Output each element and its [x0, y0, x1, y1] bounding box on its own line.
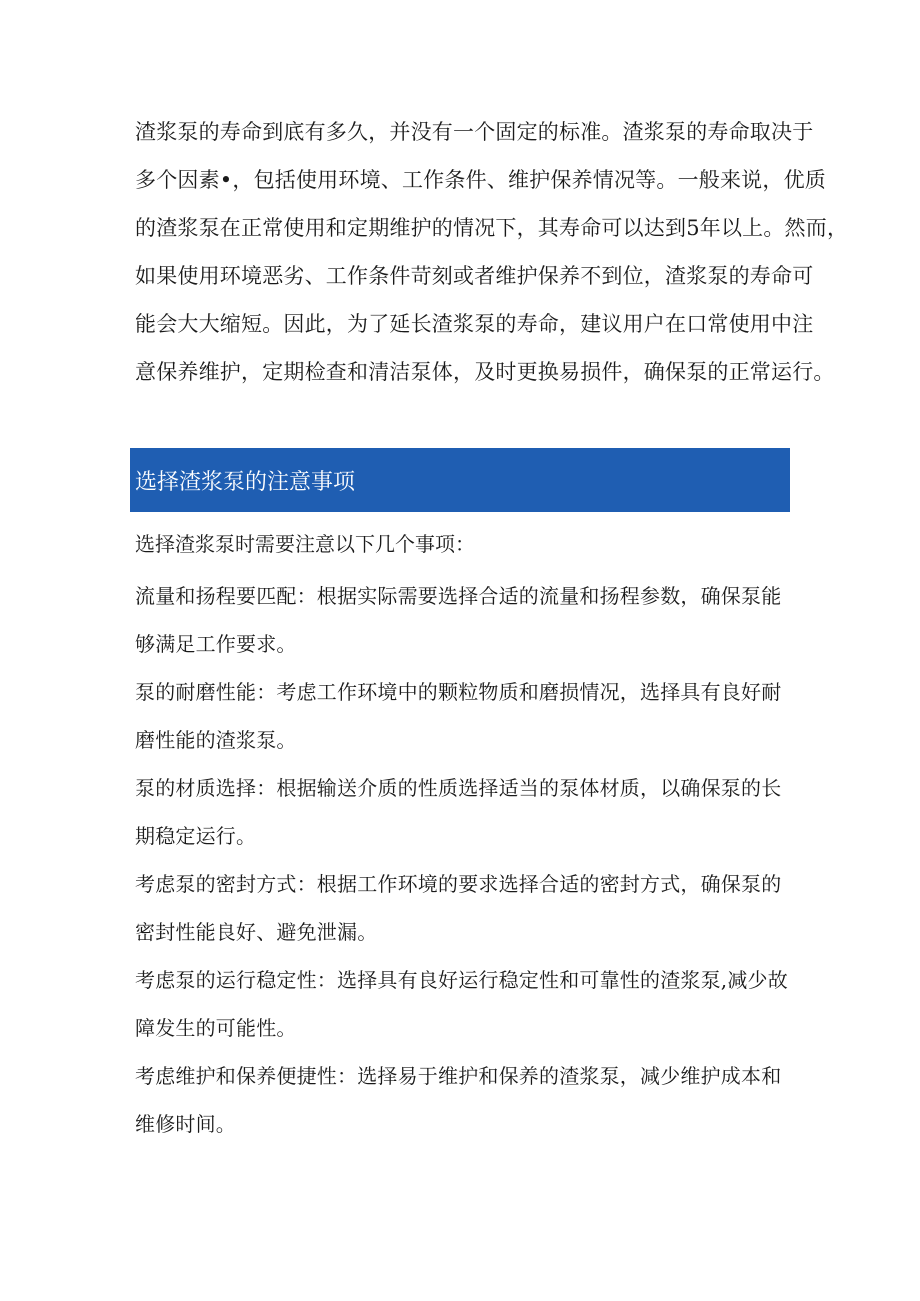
list-item-line: 磨性能的渣浆泵。 [135, 728, 297, 752]
section-title: 选择渣浆泵的注意事项 [135, 469, 356, 495]
list-item-line: 泵的耐磨性能：考虑工作环境中的颗粒物质和磨损情况，选择具有良好耐 [135, 680, 782, 704]
considerations-list [135, 525, 795, 1153]
list-item-line: 考虑泵的密封方式：根据工作环境的要求选择合适的密封方式，确保泵的 [135, 872, 782, 896]
section-heading-bar [130, 448, 790, 512]
list-item-material [135, 769, 795, 865]
list-item-line: 障发生的可能性。 [135, 1016, 297, 1040]
intro-line: 渣浆泵的寿命到底有多久，并没有一个固定的标准。渣浆泵的寿命取决于 [135, 120, 814, 144]
list-item-line: 够满足工作要求。 [135, 632, 297, 656]
intro-line: 意保养维护，定期检查和清洁泵体，及时更换易损件，确保泵的正常运行。 [135, 360, 835, 384]
intro-paragraph [135, 113, 849, 401]
intro-line: 的渣浆泵在正常使用和定期维护的情况下，其寿命可以达到5年以上。然而， [135, 216, 849, 240]
list-item-line: 流量和扬程要匹配：根据实际需要选择合适的流量和扬程参数，确保泵能 [135, 584, 782, 608]
intro-line: 能会大大缩短。因此，为了延长渣浆泵的寿命，建议用户在口常使用中注 [135, 312, 814, 336]
list-item-line: 泵的材质选择：根据输送介质的性质选择适当的泵体材质，以确保泵的长 [135, 776, 782, 800]
list-item-line: 考虑泵的运行稳定性：选择具有良好运行稳定性和可靠性的渣浆泵,减少故 [135, 968, 788, 992]
list-item-line: 维修时间。 [135, 1112, 236, 1136]
list-item-maintenance [135, 1057, 795, 1153]
list-item-line: 考虑维护和保养便捷性：选择易于维护和保养的渣浆泵，减少维护成本和 [135, 1064, 782, 1088]
intro-line: 多个因素•，包括使用环境、工作条件、维护保养情况等。一般来说，优质 [135, 168, 826, 192]
intro-line: 如果使用环境恶劣、工作条件苛刻或者维护保养不到位，渣浆泵的寿命可 [135, 264, 814, 288]
list-item-flow-head [135, 577, 795, 673]
list-item-line: 期稳定运行。 [135, 824, 257, 848]
list-item-seal [135, 865, 795, 961]
list-lead-text: 选择渣浆泵时需要注意以下几个事项： [135, 532, 475, 556]
list-item-stability [135, 961, 795, 1057]
list-item-line: 密封性能良好、避免泄漏。 [135, 920, 378, 944]
list-item-wear-resistance [135, 673, 795, 769]
